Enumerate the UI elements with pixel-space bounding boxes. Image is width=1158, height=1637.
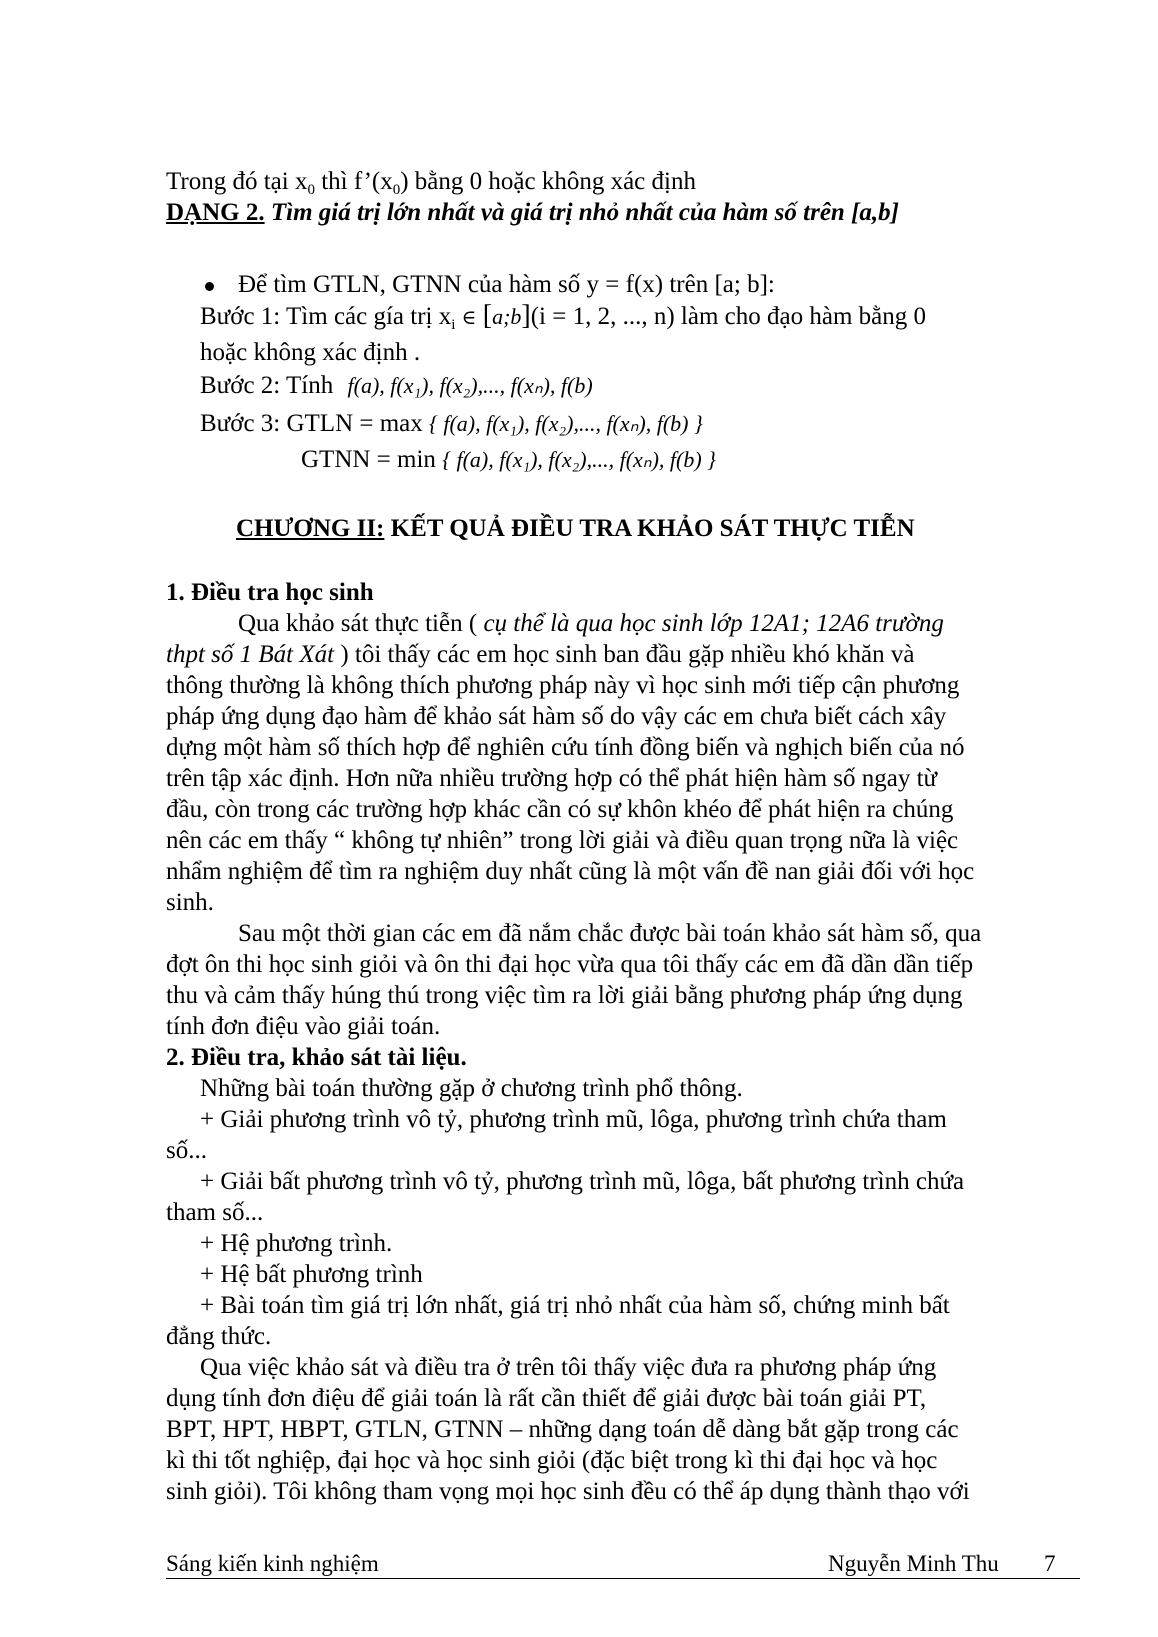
- text-span: Qua khảo sát thực tiễn (: [238, 610, 484, 637]
- paragraph-line: pháp ứng dụng đạo hàm để khảo sát hàm số do vậy các em chưa biết cách xây: [166, 703, 947, 730]
- step2-line: [200, 371, 593, 401]
- step1-cont: hoặc không xác định .: [200, 339, 421, 366]
- step3-line: [200, 409, 703, 439]
- page-number: 7: [1044, 1551, 1056, 1576]
- paragraph-line: Qua việc khảo sát và điều tra ở trên tôi thấy việc đưa ra phương pháp ứng: [200, 1354, 937, 1381]
- paragraph-line: Sau một thời gian các em đã nắm chắc được bài toán khảo sát hàm số, qua: [238, 920, 982, 947]
- paragraph-line: thông thường là không thích phương pháp này vì học sinh mới tiếp cận phương: [166, 672, 960, 699]
- gtnn-label: GTNN = min: [301, 446, 436, 473]
- paragraph-line: + Hệ phương trình.: [200, 1230, 393, 1257]
- paragraph-line: số...: [166, 1137, 207, 1164]
- text-span: ) bằng 0 hoặc không xác định: [400, 168, 696, 195]
- element-of-symbol: ∈: [461, 307, 477, 329]
- paragraph-line: + Giải bất phương trình vô tỷ, phương trình mũ, lôga, bất phương trình chứa: [200, 1168, 965, 1195]
- subscript: 0: [392, 182, 401, 198]
- paragraph-line: thu và cảm thấy húng thú trong việc tìm ra lời giải bằng phương pháp ứng dụng: [166, 982, 963, 1009]
- bullet-icon: [205, 282, 214, 291]
- intro-line: [166, 167, 696, 197]
- paragraph-line: trên tập xác định. Hơn nữa nhiều trường hợp có thể phát hiện hàm số ngay từ: [166, 765, 938, 792]
- section2-heading: 2. Điều tra, khảo sát tài liệu.: [166, 1044, 467, 1071]
- footer-title: Sáng kiến kinh nghiệm: [166, 1551, 379, 1576]
- paragraph-line: [238, 609, 944, 639]
- max-expression: { f(a), f(x₁), f(x₂),..., f(xₙ), f(b) }: [429, 411, 703, 436]
- section1-heading: 1. Điều tra học sinh: [166, 579, 374, 606]
- dang2-label: DẠNG 2.: [166, 199, 265, 226]
- gtnn-line: [301, 445, 716, 475]
- paragraph-line: tính đơn điệu vào giải toán.: [166, 1013, 441, 1040]
- paragraph-line: [166, 640, 914, 670]
- chapter-label: CHƯƠNG II:: [236, 515, 385, 542]
- step2-expression: f(a), f(x₁), f(x₂),..., f(xₙ), f(b): [347, 373, 593, 398]
- dang2-title: Tìm giá trị lớn nhất và giá trị nhỏ nhất của hàm số trên [a,b]: [264, 199, 899, 226]
- text-span: thì f’(x: [314, 168, 393, 195]
- subscript: i: [451, 317, 456, 333]
- paragraph-line: nhẩm nghiệm để tìm ra nghiệm duy nhất cũng là một vấn đề nan giải đối với học: [166, 858, 975, 885]
- paragraph-line: + Bài toán tìm giá trị lớn nhất, giá trị nhỏ nhất của hàm số, chứng minh bất: [200, 1292, 950, 1319]
- paragraph-line: + Hệ bất phương trình: [200, 1261, 423, 1288]
- text-span: thpt số 1 Bát Xát: [166, 641, 335, 668]
- paragraph-line: sinh giỏi). Tôi không tham vọng mọi học sinh đều có thể áp dụng thành thạo với: [166, 1478, 970, 1505]
- chapter-title: KẾT QUẢ ĐIỀU TRA KHẢO SÁT THỰC TIỄN: [384, 515, 915, 542]
- text-span: Trong đó tại x: [166, 168, 308, 195]
- paragraph-line: BPT, HPT, HBPT, GTLN, GTNN – những dạng toán dễ dàng bắt gặp trong các: [166, 1416, 959, 1443]
- paragraph-line: Những bài toán thường gặp ở chương trình phổ thông.: [200, 1075, 743, 1102]
- subscript: 0: [307, 182, 315, 198]
- paragraph-line: nên các em thấy “ không tự nhiên” trong lời giải và điều quan trọng nữa là việc: [166, 827, 959, 854]
- paragraph-line: đầu, còn trong các trường hợp khác cần có sự khôn khéo để phát hiện ra chúng: [166, 796, 954, 823]
- paragraph-line: tham số...: [166, 1199, 264, 1226]
- paragraph-line: dụng tính đơn điệu để giải toán là rất cần thiết để giải được bài toán giải PT,: [166, 1385, 927, 1412]
- paragraph-line: + Giải phương trình vô tỷ, phương trình mũ, lôga, phương trình chứa tham: [200, 1106, 947, 1133]
- interval-ab: a;b: [492, 304, 522, 329]
- paragraph-line: kì thi tốt nghiệp, đại học và học sinh giỏi (đặc biệt trong kì thi đại học và học: [166, 1447, 938, 1474]
- footer-divider: [166, 1578, 1080, 1579]
- step1-line: [200, 301, 926, 333]
- right-bracket: ]: [521, 300, 531, 331]
- left-bracket: [: [482, 300, 493, 331]
- paragraph-line: đẳng thức.: [166, 1323, 272, 1350]
- text-span: cụ thể là qua học sinh lớp 12A1; 12A6 trường: [483, 610, 944, 637]
- step2-label: Bước 2: Tính: [200, 372, 334, 399]
- chapter-heading: [236, 514, 915, 544]
- text-span: Bước 1: Tìm các gía trị x: [200, 303, 452, 330]
- paragraph-line: đợt ôn thi học sinh giỏi và ôn thi đại học vừa qua tôi thấy các em đã dần dần tiếp: [166, 951, 974, 978]
- text-span: (i = 1, 2, ..., n) làm cho đạo hàm bằng 0: [530, 303, 926, 330]
- footer-author: Nguyễn Minh Thu: [828, 1551, 999, 1576]
- step3-label: Bước 3: GTLN = max: [200, 410, 423, 437]
- dang2-heading: [166, 198, 899, 228]
- paragraph-line: sinh.: [166, 889, 214, 916]
- bullet-text: Để tìm GTLN, GTNN của hàm số y = f(x) trên [a; b]:: [238, 271, 775, 298]
- text-span: ) tôi thấy các em học sinh ban đầu gặp nhiều khó khăn và: [334, 641, 915, 668]
- min-expression: { f(a), f(x₁), f(x₂),..., f(xₙ), f(b) }: [442, 447, 716, 472]
- paragraph-line: dựng một hàm số thích hợp để nghiên cứu tính đồng biến và nghịch biến của nó: [166, 734, 965, 761]
